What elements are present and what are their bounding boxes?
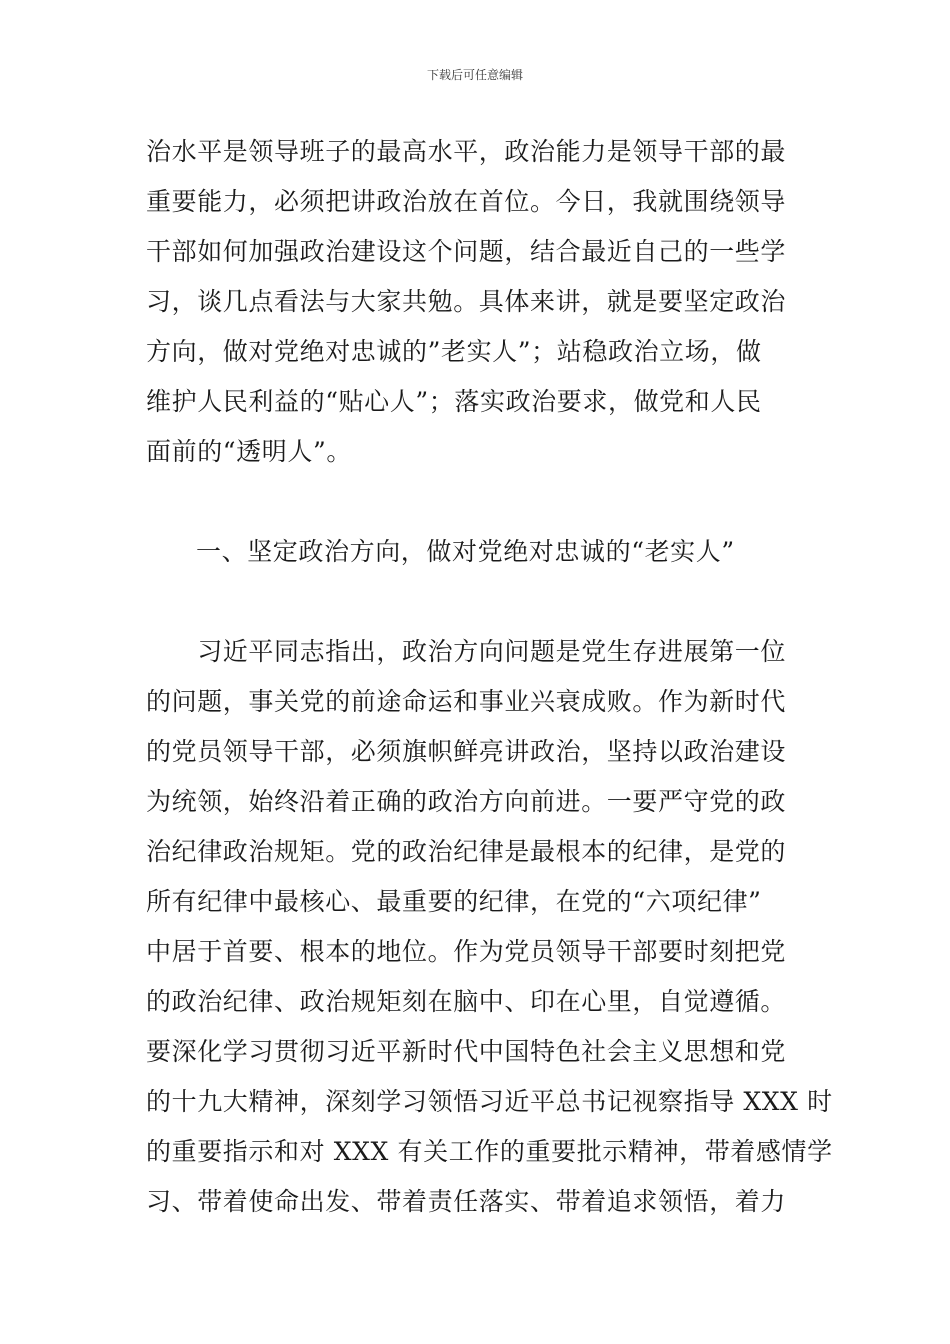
section-heading: 一、坚定政治方向，做对党绝对忠诚的“老实人”	[196, 537, 735, 566]
text-line: 治水平是领导班子的最高水平，政治能力是领导干部的最	[146, 137, 787, 166]
text-line: 中居于首要、根本的地位。作为党员领导干部要时刻把党	[146, 937, 787, 966]
text-line: 习近平同志指出，政治方向问题是党生存进展第一位	[146, 637, 787, 666]
text-line: 的政治纪律、政治规矩刻在脑中、印在心里，自觉遵循。	[146, 987, 787, 1016]
text-line: 所有纪律中最核心、最重要的纪律，在党的“六项纪律”	[146, 887, 762, 916]
text-line: 的问题，事关党的前途命运和事业兴衰成败。作为新时代	[146, 687, 787, 716]
text-line: 治纪律政治规矩。党的政治纪律是最根本的纪律，是党的	[146, 837, 787, 866]
text-line: 习、带着使命出发、带着责任落实、带着追求领悟，着力	[146, 1187, 787, 1216]
text-line: 干部如何加强政治建设这个问题，结合最近自己的一些学	[146, 237, 787, 266]
text-line: 的重要指示和对 XXX 有关工作的重要批示精神，带着感情学	[146, 1137, 833, 1166]
text-line: 习，谈几点看法与大家共勉。具体来讲，就是要坚定政治	[146, 287, 787, 316]
text-line: 为统领，始终沿着正确的政治方向前进。一要严守党的政	[146, 787, 787, 816]
text-line: 面前的“透明人”。	[146, 437, 352, 466]
text-line: 的党员领导干部，必须旗帜鲜亮讲政治，坚持以政治建设	[146, 737, 787, 766]
text-line: 方向，做对党绝对忠诚的”老实人”；站稳政治立场，做	[146, 337, 762, 366]
text-line: 要深化学习贯彻习近平新时代中国特色社会主义思想和党	[146, 1037, 787, 1066]
text-line: 的十九大精神，深刻学习领悟习近平总书记视察指导 XXX 时	[146, 1087, 833, 1116]
text-line: 重要能力，必须把讲政治放在首位。今日，我就围绕领导	[146, 187, 787, 216]
text-line: 维护人民利益的“贴心人”；落实政治要求，做党和人民	[146, 387, 762, 416]
page-header-note: 下载后可任意编辑	[426, 68, 523, 82]
